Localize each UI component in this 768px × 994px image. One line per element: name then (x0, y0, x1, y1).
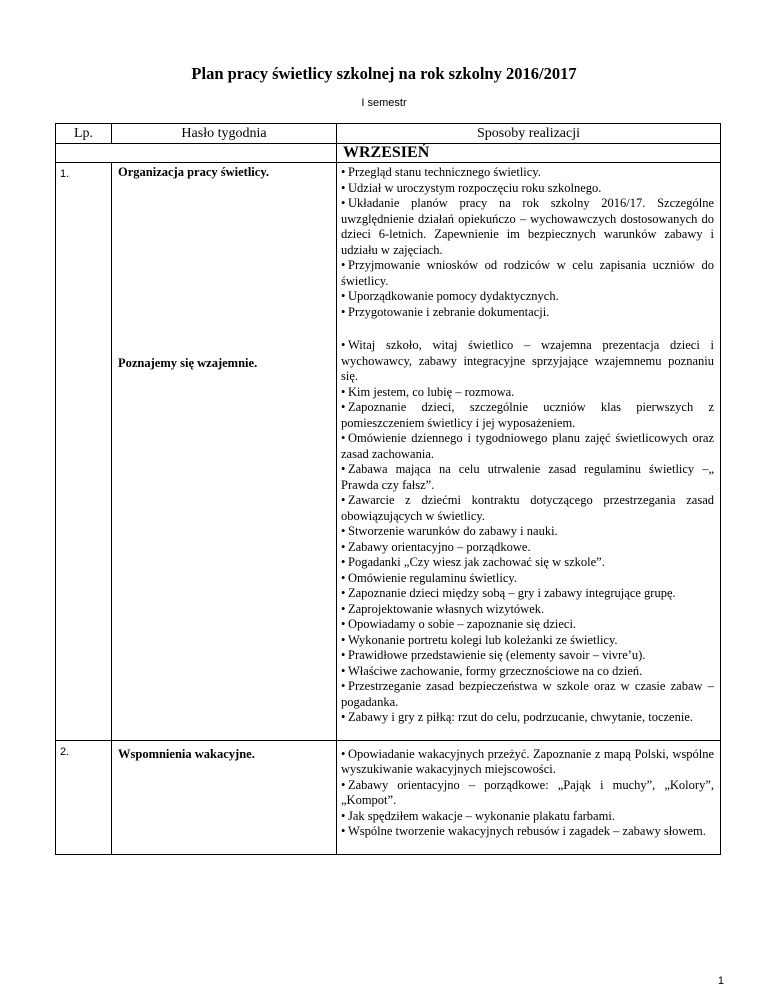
activity-list (341, 165, 714, 320)
list-item-text: Wspólne tworzenie wakacyjnych rebusów i zagadek – zabawy słowem. (348, 824, 706, 838)
list-item (341, 555, 714, 571)
list-item-text: Przyjmowanie wniosków od rodziców w celu zapisania uczniów do świetlicy. (341, 258, 714, 288)
list-item-text: Właściwe zachowanie, formy grzecznościowe na co dzień. (348, 663, 643, 678)
list-item (341, 431, 714, 462)
page-number: 1 (717, 975, 724, 987)
semester-label: I semestr (361, 97, 407, 109)
bullet-icon: • (341, 539, 346, 554)
bullet-icon: • (341, 180, 346, 195)
list-item-text: Zaprojektowanie własnych wizytówek. (348, 601, 545, 616)
list-item-text: Jak spędziłem wakacje – wykonanie plakatu farbami. (348, 808, 615, 823)
list-item (341, 305, 714, 321)
bullet-icon: • (341, 746, 346, 761)
row-number: 2. (60, 745, 70, 758)
header-sposoby: Sposoby realizacji (337, 124, 721, 144)
topic-label: Poznajemy się wzajemnie. (118, 355, 258, 370)
list-item-text: Uporządkowanie pomocy dydaktycznych. (348, 289, 559, 303)
bullet-icon: • (341, 431, 346, 445)
table-row (56, 163, 721, 741)
list-item (341, 586, 714, 602)
list-item (341, 648, 714, 664)
list-item (341, 258, 714, 289)
bullet-icon: • (341, 824, 346, 838)
list-item-text: Opowiadamy o sobie – zapoznanie się dzieci. (348, 617, 577, 631)
list-item-text: Witaj szkoło, witaj świetlico – wzajemna prezentacja dzieci i wychowawcy, zabawy integracyjne sprzyjające wzajemnemu poznaniu się. (341, 338, 714, 383)
bullet-icon: • (341, 400, 346, 414)
bullet-icon: • (341, 617, 346, 631)
list-item (341, 824, 714, 840)
bullet-icon: • (341, 586, 346, 600)
list-item (341, 710, 714, 726)
row-number: 1. (60, 168, 70, 180)
list-item (341, 165, 714, 181)
list-item (341, 338, 714, 385)
bullet-icon: • (341, 679, 346, 693)
list-item (341, 196, 714, 258)
header-haslo: Hasło tygodnia (112, 124, 337, 144)
plan-table (55, 123, 721, 855)
list-item-text: Pogadanki „Czy wiesz jak zachować się w szkole”. (348, 555, 605, 569)
list-item (341, 778, 714, 809)
topic-label: Wspomnienia wakacyjne. (118, 746, 255, 761)
bullet-icon: • (341, 777, 346, 792)
header-lp: Lp. (56, 124, 112, 144)
bullet-icon: • (341, 384, 346, 399)
list-item-text: Omówienie regulaminu świetlicy. (348, 570, 517, 585)
month-row (56, 144, 721, 163)
bullet-icon: • (341, 524, 346, 538)
table-header-row (56, 124, 721, 144)
list-item-text: Zabawy orientacyjno – porządkowe: „Pająk i muchy”, „Kolory”, „Kompot”. (341, 777, 714, 807)
list-item-text: Omówienie dziennego i tygodniowego planu zajęć świetlicowych oraz zasad zachowania. (341, 431, 714, 461)
list-item-text: Wykonanie portretu kolegi lub koleżanki ze świetlicy. (348, 632, 618, 647)
list-item-text: Prawidłowe przedstawienie się (elementy savoir – vivre’u). (348, 648, 646, 662)
bullet-icon: • (341, 601, 346, 616)
bullet-icon: • (341, 165, 346, 179)
bullet-icon: • (341, 710, 346, 724)
list-item (341, 664, 714, 680)
bullet-icon: • (341, 304, 346, 319)
list-item (341, 617, 714, 633)
month-label: WRZESIEŃ (343, 144, 430, 161)
list-item (341, 493, 714, 524)
list-item (341, 400, 714, 431)
list-item-text: Zabawa mająca na celu utrwalenie zasad regulaminu świetlicy –„ Prawda czy fałsz”. (341, 462, 714, 492)
bullet-icon: • (341, 289, 346, 303)
list-item (341, 540, 714, 556)
bullet-icon: • (341, 258, 346, 272)
list-item (341, 602, 714, 618)
list-item (341, 809, 714, 825)
activity-list (341, 338, 714, 726)
list-item-text: Opowiadanie wakacyjnych przeżyć. Zapoznanie z mapą Polski, wspólne wyszukiwanie wakacyjnych miejscowości. (341, 746, 714, 776)
bullet-icon: • (341, 462, 346, 476)
bullet-icon: • (341, 808, 346, 823)
list-item-text: Zabawy orientacyjno – porządkowe. (348, 539, 531, 554)
bullet-icon: • (341, 570, 346, 585)
list-item (341, 524, 714, 540)
list-item-text: Kim jestem, co lubię – rozmowa. (348, 384, 515, 399)
bullet-icon: • (341, 338, 346, 352)
list-item-text: Układanie planów pracy na rok szkolny 2016/17. Szczególne uwzględnienie działań opiekuńczo – wychowawczych dostosowanych do dzieci 6-letnich. Zapewnienie im bezpiecznych warunków zabawy i udziału w zajęciach. (341, 196, 714, 257)
list-item (341, 385, 714, 401)
list-item (341, 679, 714, 710)
list-item-text: Udział w uroczystym rozpoczęciu roku szkolnego. (348, 180, 602, 195)
list-item-text: Stworzenie warunków do zabawy i nauki. (348, 524, 558, 538)
list-item (341, 747, 714, 778)
list-item-text: Zawarcie z dziećmi kontraktu dotyczącego przestrzegania zasad obowiązujących w świetlicy. (341, 493, 714, 523)
list-item-text: Przygotowanie i zebranie dokumentacji. (348, 304, 550, 319)
bullet-icon: • (341, 493, 346, 507)
bullet-icon: • (341, 663, 346, 678)
bullet-icon: • (341, 196, 346, 210)
list-item (341, 571, 714, 587)
list-item-text: Przestrzeganie zasad bezpieczeństwa w szkole oraz w czasie zabaw – pogadanka. (341, 679, 714, 709)
list-item-text: Zapoznanie dzieci, szczególnie uczniów klas pierwszych z pomieszczeniem świetlicy i jej wyposażeniem. (341, 400, 714, 430)
topic-label: Organizacja pracy świetlicy. (118, 165, 270, 179)
activity-list (341, 747, 714, 840)
document-title: Plan pracy świetlicy szkolnej na rok szkolny 2016/2017 (191, 64, 577, 83)
bullet-icon: • (341, 632, 346, 647)
bullet-icon: • (341, 555, 346, 569)
bullet-icon: • (341, 648, 346, 662)
list-item (341, 181, 714, 197)
list-item (341, 633, 714, 649)
table-row (56, 740, 721, 854)
list-item-text: Przegląd stanu technicznego świetlicy. (348, 165, 541, 179)
list-item-text: Zapoznanie dzieci między sobą – gry i zabawy integrujące grupę. (348, 586, 676, 600)
list-item (341, 462, 714, 493)
list-item (341, 289, 714, 305)
list-item-text: Zabawy i gry z piłką: rzut do celu, podrzucanie, chwytanie, toczenie. (348, 710, 693, 724)
